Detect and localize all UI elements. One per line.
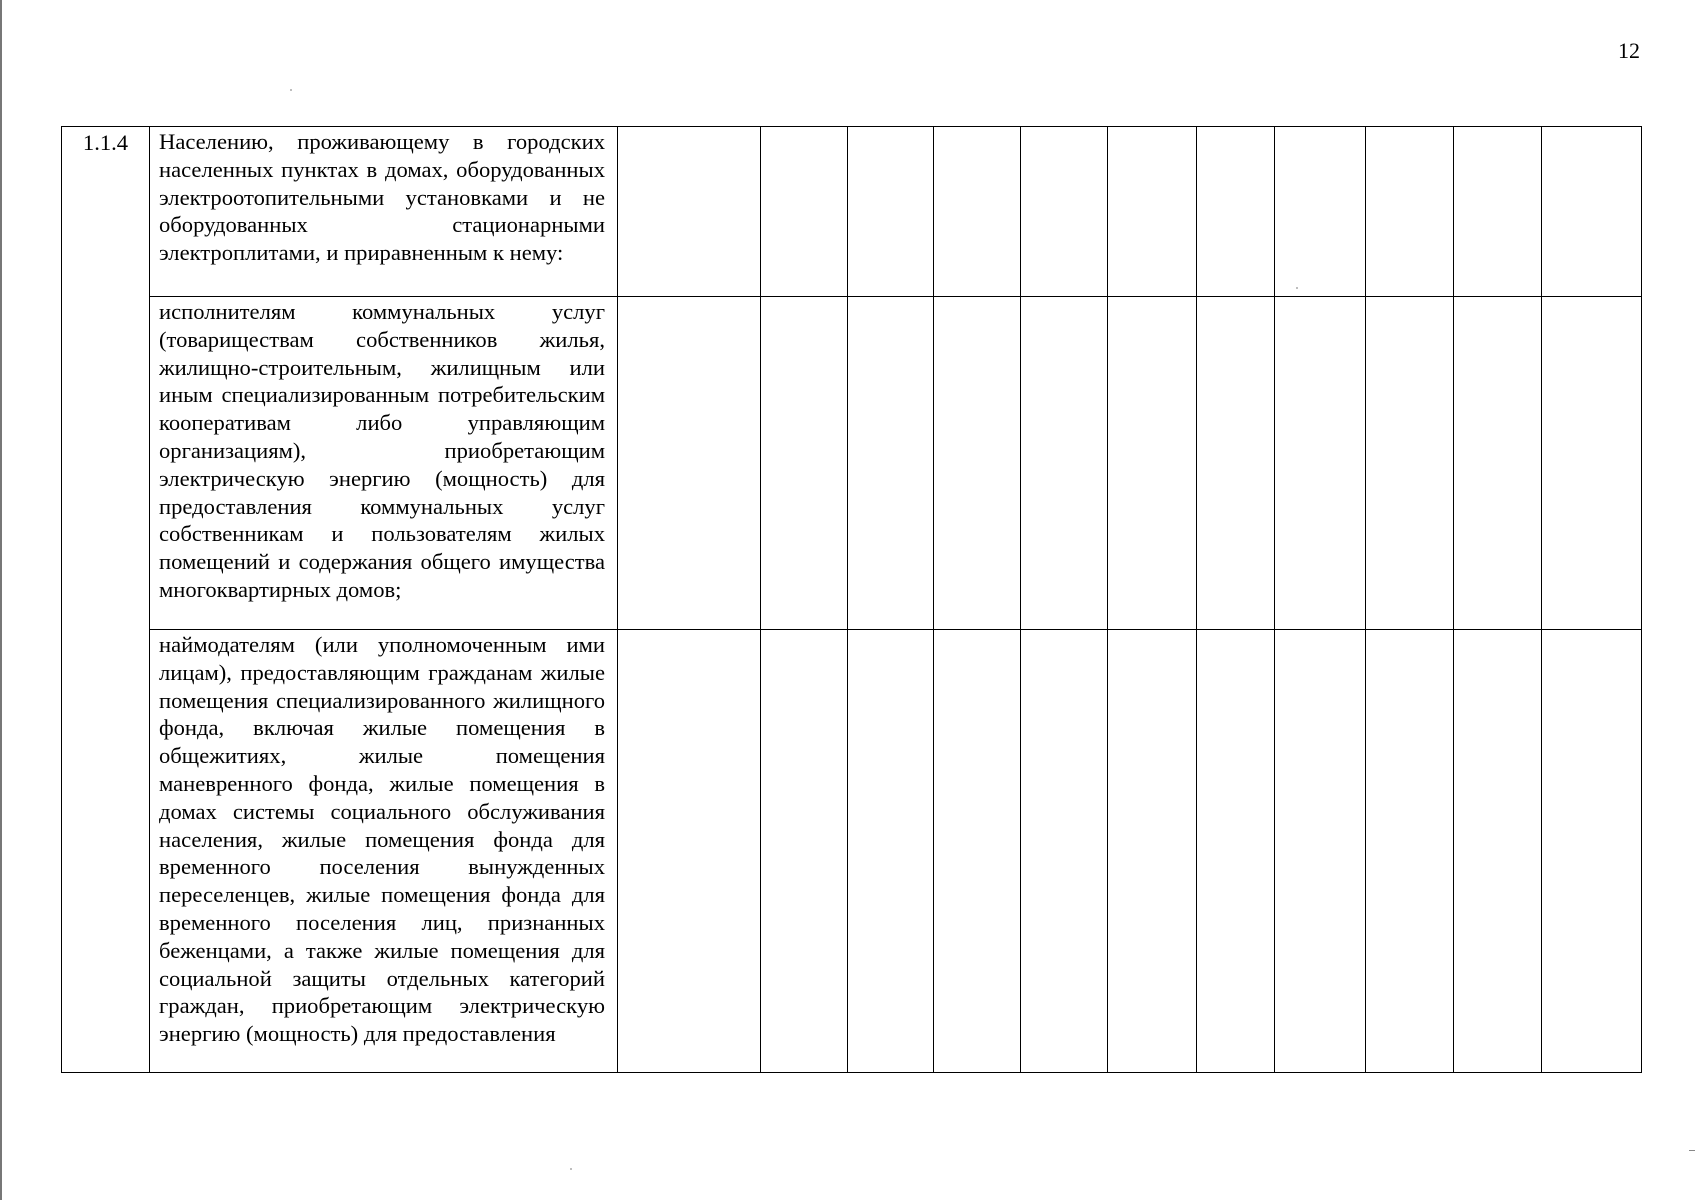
value-cell [934, 297, 1021, 630]
value-cell [1366, 630, 1454, 1073]
value-cell [1542, 630, 1642, 1073]
value-cell [934, 630, 1021, 1073]
scan-speck [1296, 287, 1298, 289]
value-cell [1108, 297, 1197, 630]
item-number: 1.1.4 [82, 130, 129, 155]
row-description: Населению, проживающему в городских населенных пунктах в домах, оборудованных электроотопительными установками и не оборудованных стационарными электроплитами, и приравненным к нему: [159, 129, 605, 266]
value-cell [761, 630, 848, 1073]
scan-speck [290, 89, 292, 91]
value-cell [848, 127, 934, 297]
value-cell [1275, 127, 1366, 297]
value-cell [761, 297, 848, 630]
value-cell [1197, 630, 1275, 1073]
tariff-table [61, 126, 1642, 1073]
row-description: исполнителям коммунальных услуг (товариществам собственников жилья, жилищно-строительным, жилищным или иным специализированным потребительским кооперативам либо управляющим организациям), приобретающим электрическую энергию (мощность) для предоставления коммунальных услуг собственникам и пользователям жилых помещений и содержания общего имущества многоквартирных домов; [159, 299, 605, 602]
value-cell [1021, 297, 1108, 630]
row-description-cell [150, 127, 618, 297]
scan-mark [1689, 1150, 1695, 1151]
value-cell [1275, 297, 1366, 630]
value-cell [1108, 630, 1197, 1073]
value-cell [1021, 630, 1108, 1073]
value-cell [1366, 127, 1454, 297]
page-left-edge [0, 0, 2, 1200]
table-row [62, 630, 1642, 1073]
table-row [62, 297, 1642, 630]
value-cell [618, 127, 761, 297]
value-cell [1454, 127, 1542, 297]
value-cell [1454, 297, 1542, 630]
value-cell [1454, 630, 1542, 1073]
value-cell [761, 127, 848, 297]
value-cell [618, 630, 761, 1073]
value-cell [934, 127, 1021, 297]
value-cell [1197, 127, 1275, 297]
value-cell [1542, 297, 1642, 630]
value-cell [848, 630, 934, 1073]
row-description-cell [150, 630, 618, 1073]
row-description: наймодателям (или уполномоченным ими лицам), предоставляющим гражданам жилые помещения специализированного жилищного фонда, включая жилые помещения в общежитиях, жилые помещения маневренного фонда, жилые помещения в домах системы социального обслуживания населения, жилые помещения фонда для временного поселения вынужденных переселенцев, жилые помещения фонда для временного поселения лиц, признанных беженцами, а также жилые помещения для социальной защиты отдельных категорий граждан, приобретающим электрическую энергию (мощность) для предоставления [159, 632, 605, 1047]
row-description-cell [150, 297, 618, 630]
value-cell [1542, 127, 1642, 297]
item-number-cell [62, 127, 150, 1073]
scan-speck [570, 1168, 572, 1170]
value-cell [1021, 127, 1108, 297]
value-cell [848, 297, 934, 630]
value-cell [1197, 297, 1275, 630]
page-number: 12 [1618, 38, 1640, 63]
value-cell [1108, 127, 1197, 297]
value-cell [1366, 297, 1454, 630]
value-cell [618, 297, 761, 630]
table-row [62, 127, 1642, 297]
value-cell [1275, 630, 1366, 1073]
